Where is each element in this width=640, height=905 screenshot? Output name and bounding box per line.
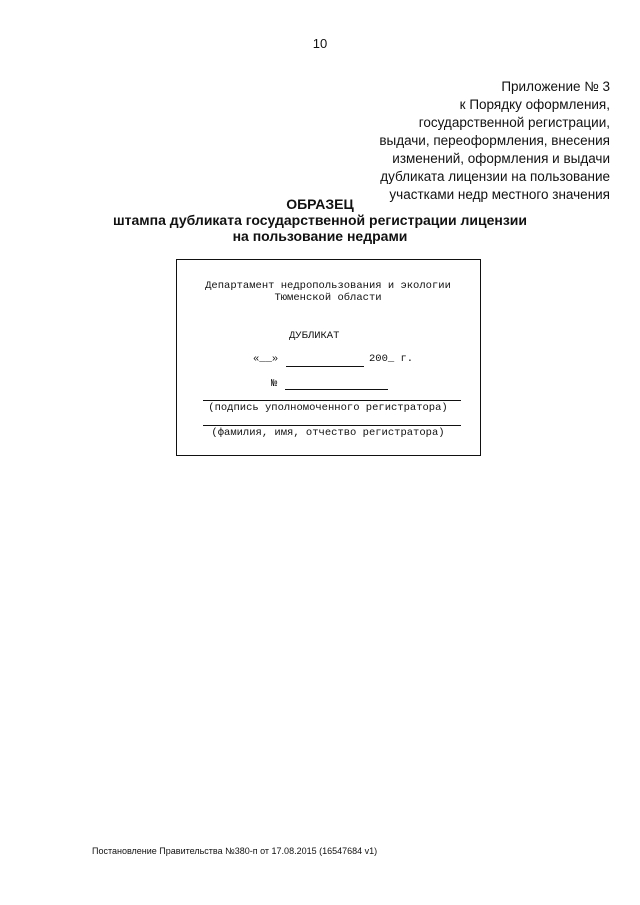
footer-reference: Постановление Правительства №380-п от 17.08.2015 (16547684 v1) bbox=[92, 846, 378, 856]
document-heading bbox=[0, 196, 640, 244]
stamp-number-sign: № bbox=[271, 378, 278, 390]
stamp-department-line-1: Департамент недропользования и экологии bbox=[205, 280, 451, 292]
appendix-line: к Порядку оформления, bbox=[459, 97, 610, 112]
stamp-sample-box bbox=[176, 259, 481, 456]
stamp-signature-line bbox=[203, 400, 461, 401]
appendix-header bbox=[280, 78, 610, 204]
stamp-name-caption: (фамилия, имя, отчество регистратора) bbox=[211, 427, 445, 439]
stamp-date-month-line bbox=[286, 366, 364, 367]
appendix-line: Приложение № 3 bbox=[501, 79, 610, 94]
appendix-line: дубликата лицензии на пользование bbox=[380, 169, 610, 184]
appendix-line: выдачи, переоформления, внесения bbox=[379, 133, 610, 148]
appendix-line: изменений, оформления и выдачи bbox=[392, 151, 610, 166]
stamp-number-line bbox=[285, 389, 388, 390]
heading-subtitle-1: штампа дубликата государственной регистрации лицензии bbox=[112, 212, 528, 228]
stamp-duplicate-label: ДУБЛИКАТ bbox=[289, 330, 340, 342]
heading-title: ОБРАЗЕЦ bbox=[286, 196, 354, 212]
stamp-signature-caption: (подпись уполномоченного регистратора) bbox=[208, 402, 448, 414]
stamp-department-line-2: Тюменской области bbox=[274, 292, 382, 304]
page-number: 10 bbox=[312, 36, 328, 51]
appendix-line: участками недр местного значения bbox=[389, 187, 610, 202]
stamp-date-year: 200_ г. bbox=[369, 353, 414, 365]
heading-subtitle-2: на пользование недрами bbox=[232, 228, 408, 244]
appendix-line: государственной регистрации, bbox=[418, 115, 610, 130]
stamp-name-line bbox=[203, 425, 461, 426]
stamp-date-day: «__» bbox=[253, 353, 279, 365]
